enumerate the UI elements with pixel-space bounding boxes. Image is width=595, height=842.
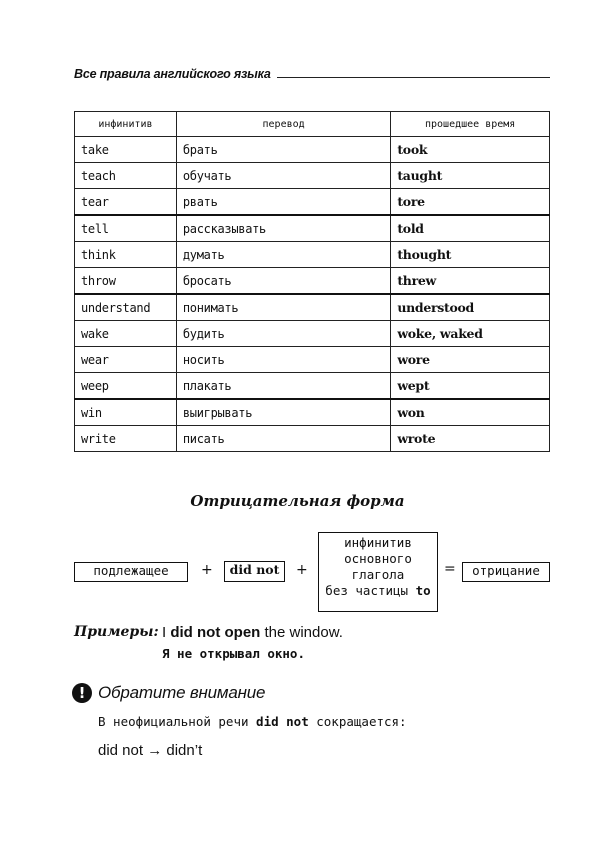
translation-cell: плакать [176, 373, 390, 400]
table-header-row [75, 112, 550, 137]
irregular-verbs-table [74, 111, 550, 452]
infinitive-cell: understand [75, 294, 177, 321]
exclamation-icon: ! [72, 683, 92, 703]
example-english [162, 624, 343, 641]
header-rule [277, 77, 550, 78]
result-box [462, 562, 550, 582]
translation-cell: брать [176, 137, 390, 163]
table-row [75, 347, 550, 373]
table-row [75, 294, 550, 321]
table-row [75, 321, 550, 347]
column-header-translation: перевод [176, 112, 390, 137]
infinitive-box [318, 532, 438, 612]
column-header-past-tense: прошедшее время [391, 112, 550, 137]
table-row [75, 137, 550, 163]
particle-to: to [415, 583, 431, 598]
example-english-pre: I [162, 624, 171, 641]
page-header [74, 63, 550, 81]
translation-cell: понимать [176, 294, 390, 321]
without-particle-label: без частицы [325, 583, 409, 598]
past-tense-cell: woke, waked [391, 321, 550, 347]
translation-cell: выигрывать [176, 399, 390, 426]
note-text-pre: В неофициальной речи [98, 714, 257, 729]
note-text-post: сокращается: [308, 714, 407, 729]
table-row [75, 163, 550, 189]
translation-cell: будить [176, 321, 390, 347]
table-row [75, 215, 550, 242]
column-header-infinitive: инфинитив [75, 112, 177, 137]
past-tense-cell: won [391, 399, 550, 426]
table-row [75, 426, 550, 452]
past-tense-cell: thought [391, 242, 550, 268]
subject-box [74, 562, 188, 582]
past-tense-cell: wore [391, 347, 550, 373]
equals-sign: = [444, 561, 456, 577]
infinitive-cell: tell [75, 215, 177, 242]
did-not-label: did not [229, 562, 280, 577]
translation-cell: рассказывать [176, 215, 390, 242]
plus-sign: + [296, 562, 308, 578]
infinitive-cell: weep [75, 373, 177, 400]
infinitive-cell: wake [75, 321, 177, 347]
result-label: отрицание [472, 563, 540, 578]
translation-cell: писать [176, 426, 390, 452]
table-row [75, 189, 550, 216]
past-tense-cell: took [391, 137, 550, 163]
translation-cell: обучать [176, 163, 390, 189]
infinitive-cell: throw [75, 268, 177, 295]
header-title: Все правила английского языка [74, 67, 271, 81]
did-not-box [224, 561, 285, 582]
table-row [75, 242, 550, 268]
past-tense-cell: threw [391, 268, 550, 295]
note-text-bold: did not [256, 714, 309, 729]
past-tense-cell: taught [391, 163, 550, 189]
infinitive-line: глагола [351, 567, 405, 582]
translation-cell: рвать [176, 189, 390, 216]
infinitive-cell: take [75, 137, 177, 163]
infinitive-cell: teach [75, 163, 177, 189]
past-tense-cell: wept [391, 373, 550, 400]
infinitive-cell: wear [75, 347, 177, 373]
past-tense-cell: told [391, 215, 550, 242]
infinitive-cell: write [75, 426, 177, 452]
note-title: Обратите внимание [98, 683, 266, 702]
infinitive-line: инфинитив [344, 535, 412, 550]
translation-cell: носить [176, 347, 390, 373]
section-title: Отрицательная форма [190, 492, 405, 510]
translation-cell: бросать [176, 268, 390, 295]
infinitive-line-last [319, 583, 437, 599]
past-tense-cell: understood [391, 294, 550, 321]
infinitive-cell: win [75, 399, 177, 426]
example-russian: Я не открывал окно. [162, 646, 305, 661]
table-row [75, 268, 550, 295]
note-example: did not → didn’t [98, 742, 203, 759]
past-tense-cell: wrote [391, 426, 550, 452]
infinitive-cell: tear [75, 189, 177, 216]
table-row [75, 399, 550, 426]
examples-label: Примеры: [74, 624, 159, 640]
plus-sign: + [201, 562, 213, 578]
infinitive-line: основного [344, 551, 412, 566]
translation-cell: думать [176, 242, 390, 268]
infinitive-cell: think [75, 242, 177, 268]
past-tense-cell: tore [391, 189, 550, 216]
example-english-post: the window. [260, 624, 343, 641]
note-text [98, 714, 407, 729]
example-english-bold: did not open [170, 624, 261, 641]
table-row [75, 373, 550, 400]
subject-label: подлежащее [93, 563, 169, 578]
